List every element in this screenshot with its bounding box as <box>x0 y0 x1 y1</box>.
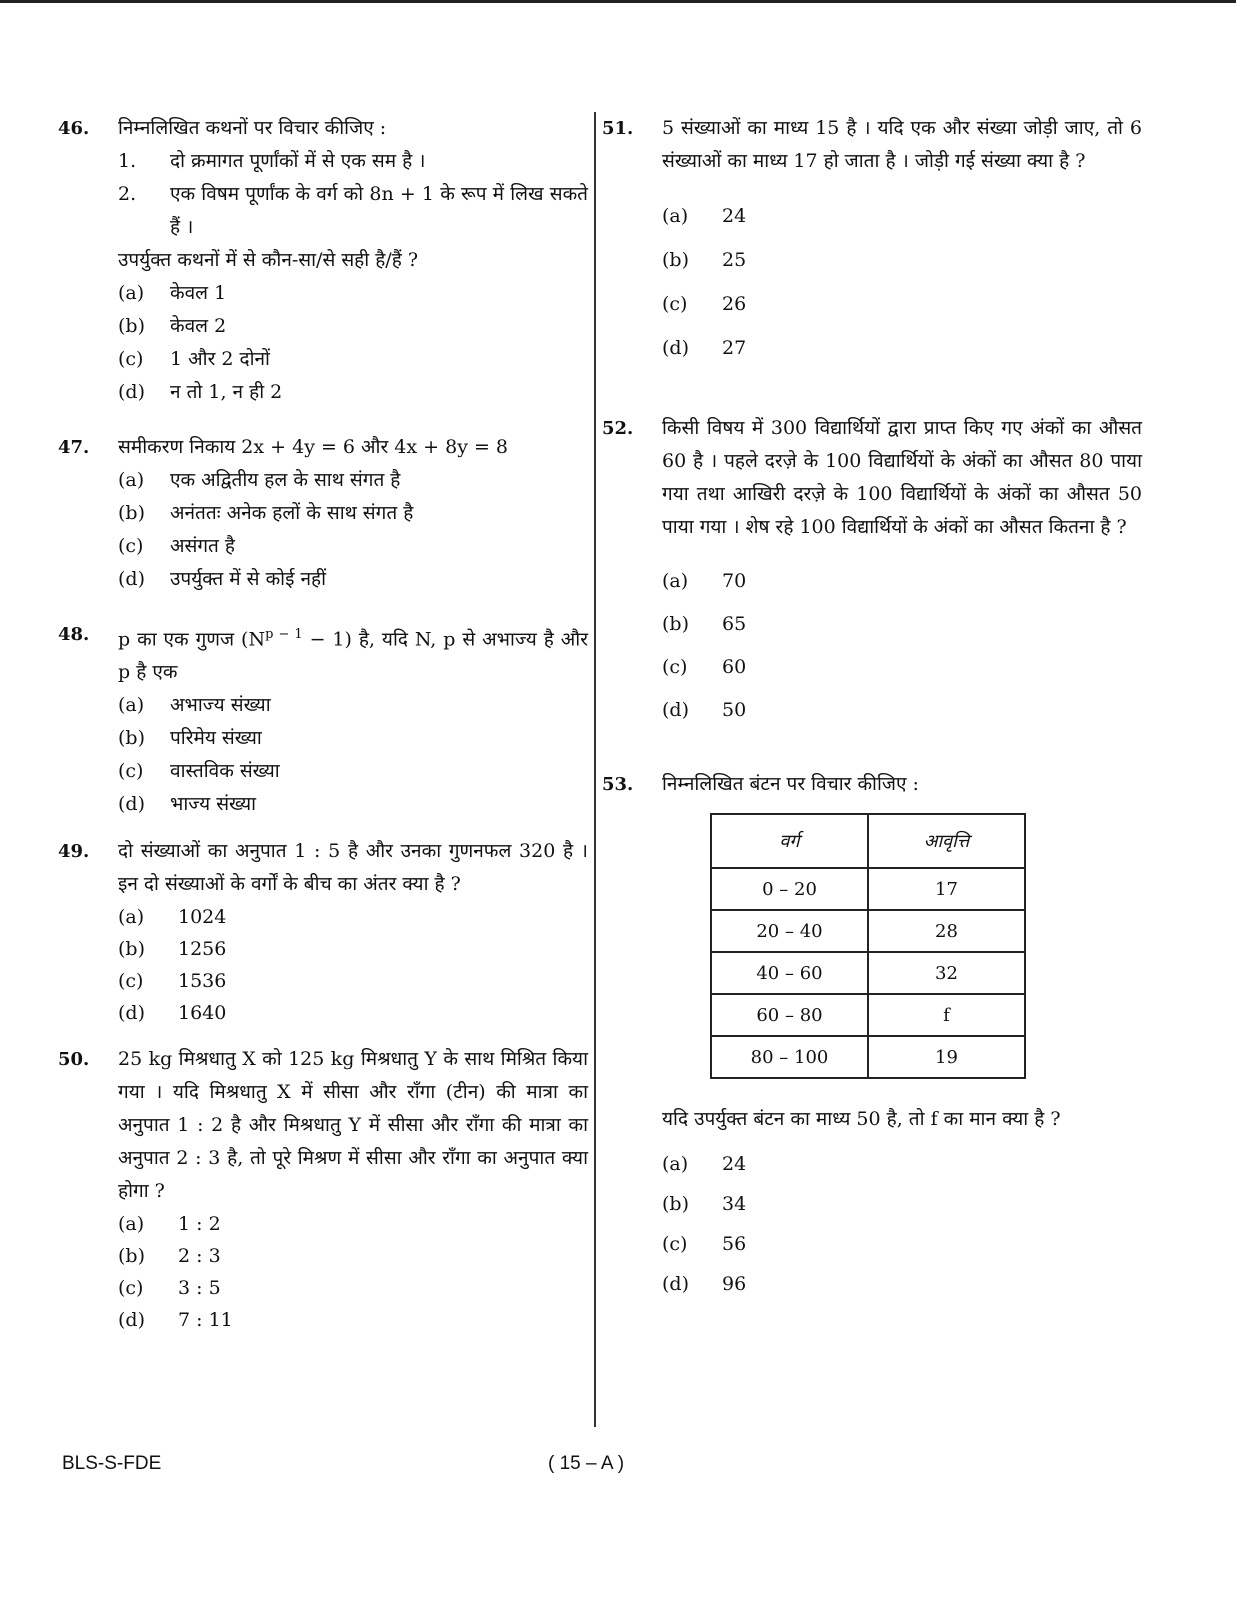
option-label: (d) <box>118 1002 145 1025</box>
option-label: (b) <box>118 938 145 961</box>
option-c[interactable] <box>662 1224 1142 1264</box>
option-label: (b) <box>662 1193 689 1215</box>
option-text: न तो 1, न ही 2 <box>170 381 283 403</box>
option-label: (d) <box>118 1309 145 1332</box>
stem-exponent: p − 1 <box>265 627 303 642</box>
question-stem: समीकरण निकाय 2x + 4y = 6 और 4x + 8y = 8 <box>118 436 509 458</box>
question-51 <box>602 112 1142 370</box>
option-a[interactable] <box>118 1208 588 1240</box>
option-text: 60 <box>722 656 747 678</box>
options-list <box>118 689 588 821</box>
option-text: 50 <box>722 699 747 721</box>
option-d[interactable] <box>118 1304 588 1336</box>
table-cell: 28 <box>868 910 1025 952</box>
options-list <box>662 194 1142 370</box>
option-label: (c) <box>118 760 144 783</box>
question-number: 48. <box>58 624 90 645</box>
table-cell: 0 – 20 <box>711 868 868 910</box>
question-50 <box>58 1043 588 1336</box>
question-number: 52. <box>602 418 634 439</box>
option-b[interactable] <box>118 497 588 530</box>
option-text: 3 : 5 <box>178 1277 221 1300</box>
stem-part: p का एक गुणज (N <box>118 628 266 651</box>
option-text: 26 <box>722 293 747 315</box>
table-cell: 17 <box>868 868 1025 910</box>
question-46 <box>58 112 588 409</box>
booklet-code: BLS-S-FDE <box>62 1453 162 1474</box>
option-c[interactable] <box>118 755 588 788</box>
table-cell: 80 – 100 <box>711 1036 868 1078</box>
option-b[interactable] <box>118 310 588 343</box>
option-label: (c) <box>118 1277 144 1300</box>
statement-label: 2. <box>118 183 137 205</box>
option-a[interactable] <box>662 1144 1142 1184</box>
stem-part: − 1) है, यदि N, p से अभाज्य है और p है एक <box>118 628 588 684</box>
option-label: (a) <box>118 1213 145 1236</box>
option-text: उपर्युक्त में से कोई नहीं <box>170 568 326 590</box>
option-label: (c) <box>118 970 144 993</box>
option-d[interactable] <box>118 997 588 1029</box>
option-b[interactable] <box>118 722 588 755</box>
option-label: (d) <box>118 793 145 816</box>
option-b[interactable] <box>662 238 1142 282</box>
option-d[interactable] <box>662 326 1142 370</box>
option-label: (b) <box>118 315 145 337</box>
statement-2 <box>118 178 588 244</box>
option-d[interactable] <box>118 376 588 409</box>
question-stem: किसी विषय में 300 विद्यार्थियों द्वारा प्राप्त किए गए अंकों का औसत 60 है । पहले दरज़े के 100 विद्यार्थियों के अंकों का औसत 80 पाया गया तथा आखिरी दरज़े के 100 विद्यार्थियों के अंकों का औसत 50 पाया गया । शेष रहे 100 विद्यार्थियों के अंकों का औसत कितना है ? <box>662 417 1142 538</box>
option-text: 7 : 11 <box>178 1309 233 1332</box>
option-label: (d) <box>662 699 689 721</box>
options-list <box>118 901 588 1029</box>
option-label: (a) <box>662 570 689 592</box>
table-row <box>711 994 1025 1036</box>
option-text: परिमेय संख्या <box>170 727 262 750</box>
option-a[interactable] <box>662 194 1142 238</box>
question-number: 46. <box>58 118 90 139</box>
option-d[interactable] <box>118 563 588 596</box>
question-number: 53. <box>602 774 634 795</box>
table-cell: 32 <box>868 952 1025 994</box>
option-text: 25 <box>722 249 747 271</box>
option-d[interactable] <box>662 689 1142 732</box>
option-text: 1024 <box>178 906 227 929</box>
table-cell: 20 – 40 <box>711 910 868 952</box>
options-list <box>118 277 588 409</box>
option-c[interactable] <box>662 282 1142 326</box>
option-label: (a) <box>118 906 145 929</box>
top-border-line <box>0 0 1236 3</box>
options-list <box>662 560 1142 732</box>
option-label: (a) <box>118 469 145 491</box>
option-label: (b) <box>662 249 689 271</box>
option-text: 1256 <box>178 938 227 961</box>
table-row <box>711 1036 1025 1078</box>
option-text: असंगत है <box>170 535 236 557</box>
question-stem: निम्नलिखित बंटन पर विचार कीजिए : <box>662 773 919 795</box>
page-number: ( 15 – A ) <box>548 1453 625 1474</box>
question-stem: 5 संख्याओं का माध्य 15 है । यदि एक और संख्या जोड़ी जाए, तो 6 संख्याओं का माध्य 17 हो जाता है । जोड़ी गई संख्या क्या है ? <box>662 117 1142 172</box>
option-text: 96 <box>722 1273 747 1295</box>
option-label: (c) <box>118 535 144 557</box>
option-label: (b) <box>118 727 145 750</box>
question-52 <box>602 412 1142 732</box>
question-number: 51. <box>602 118 634 139</box>
question-stem: निम्नलिखित कथनों पर विचार कीजिए : <box>118 117 387 139</box>
option-a[interactable] <box>662 560 1142 603</box>
table-row <box>711 910 1025 952</box>
option-text: केवल 1 <box>170 282 227 304</box>
option-c[interactable] <box>118 1272 588 1304</box>
question-prompt: यदि उपर्युक्त बंटन का माध्य 50 है, तो f का मान क्या है ? <box>662 1108 1061 1130</box>
option-text: 56 <box>722 1233 747 1255</box>
question-number: 50. <box>58 1049 90 1071</box>
column-divider <box>594 112 596 1427</box>
option-text: 27 <box>722 337 747 359</box>
option-label: (c) <box>662 1233 688 1255</box>
option-text: 70 <box>722 570 747 592</box>
left-column <box>58 112 588 1336</box>
option-label: (d) <box>662 1273 689 1295</box>
question-prompt: उपर्युक्त कथनों में से कौन-सा/से सही है/हैं ? <box>118 249 419 271</box>
statement-text: दो क्रमागत पूर्णांकों में से एक सम है । <box>170 150 426 172</box>
option-label: (d) <box>662 337 689 359</box>
option-c[interactable] <box>662 646 1142 689</box>
statement-1 <box>118 145 588 178</box>
option-d[interactable] <box>118 788 588 821</box>
option-text: 1536 <box>178 970 227 993</box>
option-text: 65 <box>722 613 747 635</box>
option-label: (a) <box>662 205 689 227</box>
option-b[interactable] <box>118 1240 588 1272</box>
table-header-class: वर्ग <box>711 814 868 868</box>
option-text: 1640 <box>178 1002 227 1025</box>
option-label: (c) <box>662 293 688 315</box>
question-53 <box>602 768 1142 1304</box>
option-label: (d) <box>118 381 145 403</box>
option-text: केवल 2 <box>170 315 227 337</box>
option-c[interactable] <box>118 343 588 376</box>
option-label: (b) <box>118 1245 145 1268</box>
question-stem: 25 kg मिश्रधातु X को 125 kg मिश्रधातु Y के साथ मिश्रित किया गया । यदि मिश्रधातु X में सीसा और राँगा (टीन) की मात्रा का अनुपात 1 : 2 है और मिश्रधातु Y में सीसा और राँगा की मात्रा का अनुपात 2 : 3 है, तो पूरे मिश्रण में सीसा और राँगा का अनुपात क्या होगा ? <box>118 1048 588 1203</box>
option-text: 34 <box>722 1193 747 1215</box>
option-text: एक अद्वितीय हल के साथ संगत है <box>170 469 401 491</box>
option-label: (c) <box>662 656 688 678</box>
table-cell: 40 – 60 <box>711 952 868 994</box>
question-number: 47. <box>58 437 90 458</box>
option-a[interactable] <box>118 901 588 933</box>
table-header-frequency: आवृत्ति <box>868 814 1025 868</box>
option-text: 24 <box>722 1153 747 1175</box>
distribution-table <box>710 813 1026 1079</box>
option-label: (a) <box>662 1153 689 1175</box>
question-number: 49. <box>58 841 90 863</box>
option-c[interactable] <box>118 530 588 563</box>
option-text: 24 <box>722 205 747 227</box>
question-stem: दो संख्याओं का अनुपात 1 : 5 है और उनका गुणनफल 320 है । इन दो संख्याओं के वर्गों के बीच का अंतर क्या है ? <box>118 840 588 896</box>
option-text: अभाज्य संख्या <box>170 694 271 717</box>
option-label: (a) <box>118 694 145 717</box>
option-label: (a) <box>118 282 145 304</box>
option-label: (b) <box>118 502 145 524</box>
table-cell: 19 <box>868 1036 1025 1078</box>
option-text: 1 और 2 दोनों <box>170 348 270 370</box>
option-label: (b) <box>662 613 689 635</box>
option-text: अनंततः अनेक हलों के साथ संगत है <box>170 502 414 524</box>
option-b[interactable] <box>118 933 588 965</box>
right-column <box>602 112 1142 1304</box>
option-text: वास्तविक संख्या <box>170 760 280 783</box>
option-text: 2 : 3 <box>178 1245 221 1268</box>
statement-text: एक विषम पूर्णांक के वर्ग को 8n + 1 के रूप में लिख सकते हैं । <box>170 183 588 238</box>
option-text: 1 : 2 <box>178 1213 221 1236</box>
option-a[interactable] <box>118 277 588 310</box>
question-49 <box>58 835 588 1029</box>
option-label: (d) <box>118 568 145 590</box>
question-stem <box>118 618 588 689</box>
table-cell: 60 – 80 <box>711 994 868 1036</box>
question-47 <box>58 431 588 596</box>
option-text: भाज्य संख्या <box>170 793 257 816</box>
options-list <box>118 464 588 596</box>
option-label: (c) <box>118 348 144 370</box>
option-c[interactable] <box>118 965 588 997</box>
option-b[interactable] <box>662 1184 1142 1224</box>
table-row <box>711 952 1025 994</box>
table-cell: f <box>868 994 1025 1036</box>
statement-label: 1. <box>118 150 137 172</box>
options-list <box>118 1208 588 1336</box>
option-d[interactable] <box>662 1264 1142 1304</box>
question-48 <box>58 618 588 821</box>
table-header-row <box>711 814 1025 868</box>
option-a[interactable] <box>118 689 588 722</box>
table-row <box>711 868 1025 910</box>
option-a[interactable] <box>118 464 588 497</box>
option-b[interactable] <box>662 603 1142 646</box>
options-list <box>662 1144 1142 1304</box>
